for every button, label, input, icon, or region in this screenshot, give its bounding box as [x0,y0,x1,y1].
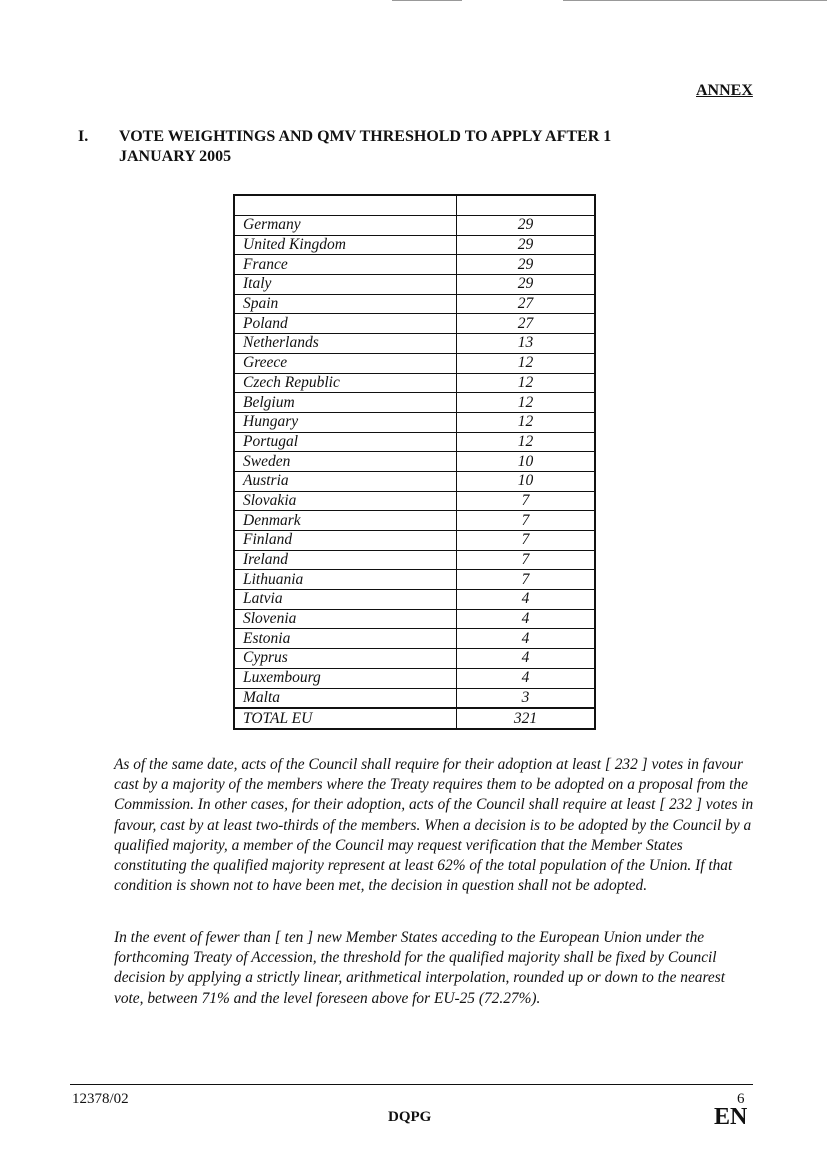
country-cell: Slovenia [234,609,457,629]
table-row [234,491,595,511]
votes-cell: 29 [457,275,596,295]
total-votes-cell: 321 [457,708,596,729]
country-cell: Estonia [234,629,457,649]
top-edge-line [563,0,827,1]
country-cell: Denmark [234,511,457,531]
country-cell: Luxembourg [234,668,457,688]
total-row [234,708,595,729]
votes-cell: 10 [457,471,596,491]
votes-cell: 4 [457,629,596,649]
country-cell: Netherlands [234,334,457,354]
country-cell: Poland [234,314,457,334]
table-row [234,511,595,531]
table-row [234,432,595,452]
votes-cell: 12 [457,412,596,432]
annex-label: ANNEX [696,82,753,99]
votes-cell: 12 [457,432,596,452]
country-cell: Greece [234,353,457,373]
section-title: VOTE WEIGHTINGS AND QMV THRESHOLD TO APPLY AFTER 1 JANUARY 2005 [119,128,612,165]
table-row [234,688,595,708]
table-row [234,334,595,354]
votes-cell: 29 [457,235,596,255]
top-edge-line [392,0,462,1]
table-row [234,353,595,373]
country-cell: France [234,255,457,275]
votes-cell: 3 [457,688,596,708]
header-cell-empty [234,195,457,216]
document-reference: 12378/02 [72,1091,129,1107]
country-cell: Germany [234,216,457,236]
vote-weightings-table [233,194,596,730]
table-row [234,216,595,236]
paragraph-interpolation: In the event of fewer than [ ten ] new Member States acceding to the European Union under the forthcoming Treaty of Accession, the threshold for the qualified majority shall be fixed by Council decision by applying a strictly linear, arithmetical interpolation, rounded up or down to the nearest vote, between 71% and the level foreseen above for EU-25 (72.27%). [114,929,726,1007]
country-cell: Spain [234,294,457,314]
country-cell: United Kingdom [234,235,457,255]
votes-cell: 7 [457,491,596,511]
country-cell: Sweden [234,452,457,472]
votes-cell: 7 [457,511,596,531]
country-cell: Italy [234,275,457,295]
votes-cell: 27 [457,294,596,314]
table-row [234,235,595,255]
table-row [234,649,595,669]
department-code: DQPG [388,1109,432,1125]
country-cell: Austria [234,471,457,491]
votes-cell: 7 [457,531,596,551]
table-row [234,452,595,472]
page-number: 6 [737,1091,745,1107]
country-cell: Finland [234,531,457,551]
votes-cell: 29 [457,216,596,236]
votes-cell: 4 [457,609,596,629]
table-row [234,275,595,295]
paragraph-threshold: As of the same date, acts of the Council shall require for their adoption at least [ 232 ] votes in favour cast by a majority of the members where the Treaty requires them to be adopted on a proposal from the Commission. In other cases, for their adoption, acts of the Council shall require at least [ 232 ] votes in favour, cast by at least two-thirds of the members. When a decision is to be adopted by the Council by a qualified majority, a member of the Council may request verification that the Member States constituting the qualified majority represent at least 62% of the total population of the Union. If that condition is shown not to have been met, the decision in question shall not be adopted. [114,756,754,895]
country-cell: Portugal [234,432,457,452]
country-cell: Latvia [234,590,457,610]
votes-cell: 7 [457,570,596,590]
votes-cell: 4 [457,590,596,610]
country-cell: Malta [234,688,457,708]
table-row [234,609,595,629]
table-row [234,373,595,393]
country-cell: Lithuania [234,570,457,590]
country-cell: Czech Republic [234,373,457,393]
votes-cell: 7 [457,550,596,570]
table-row [234,294,595,314]
votes-cell: 10 [457,452,596,472]
table-row [234,412,595,432]
votes-cell: 12 [457,353,596,373]
table-header-row [234,195,595,216]
table-row [234,570,595,590]
footer-divider [70,1084,753,1085]
votes-cell: 12 [457,393,596,413]
total-label-cell: TOTAL EU [234,708,457,729]
table-row [234,471,595,491]
votes-cell: 4 [457,649,596,669]
country-cell: Belgium [234,393,457,413]
votes-cell: 13 [457,334,596,354]
table-row [234,590,595,610]
table-row [234,550,595,570]
country-cell: Ireland [234,550,457,570]
country-cell: Cyprus [234,649,457,669]
table-row [234,629,595,649]
language-code: EN [714,1104,748,1130]
table-row [234,314,595,334]
votes-cell: 4 [457,668,596,688]
country-cell: Slovakia [234,491,457,511]
section-number: I. [78,128,89,145]
votes-cell: 29 [457,255,596,275]
table-row [234,393,595,413]
votes-cell: 27 [457,314,596,334]
country-cell: Hungary [234,412,457,432]
table-row [234,255,595,275]
table-row [234,531,595,551]
table-row [234,668,595,688]
header-cell-empty [457,195,596,216]
votes-cell: 12 [457,373,596,393]
